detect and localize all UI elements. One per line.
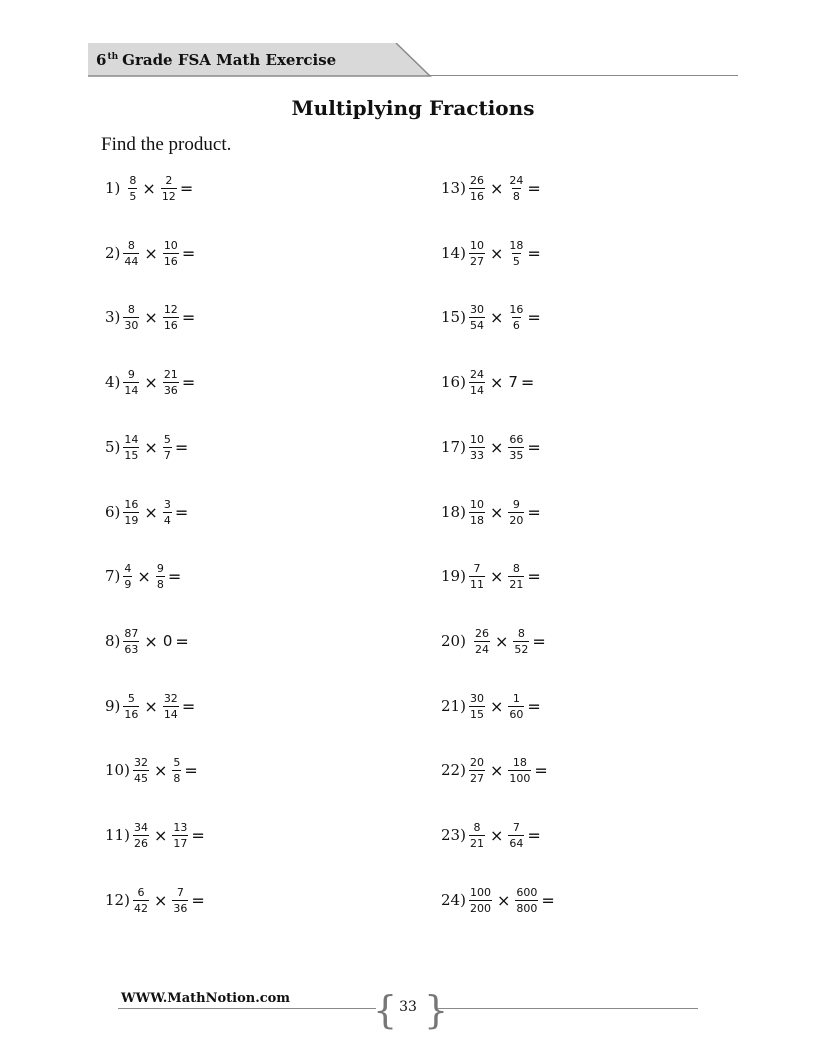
fraction bbox=[163, 692, 179, 721]
numerator: 2 bbox=[165, 173, 173, 187]
denominator: 14 bbox=[124, 383, 139, 397]
numerator: 24 bbox=[509, 173, 524, 187]
numerator: 66 bbox=[509, 432, 524, 446]
equals-sign: = bbox=[181, 243, 196, 263]
footer-rule-right bbox=[438, 1008, 698, 1009]
numerator: 16 bbox=[509, 302, 524, 316]
denominator: 14 bbox=[469, 383, 484, 397]
equals-sign: = bbox=[527, 502, 541, 522]
times-sign: × bbox=[489, 437, 504, 457]
denominator: 36 bbox=[163, 383, 178, 397]
numerator: 10 bbox=[469, 497, 484, 511]
problem-number: 15) bbox=[441, 308, 466, 326]
numerator: 8 bbox=[517, 626, 525, 640]
times-sign: × bbox=[153, 890, 168, 910]
problem-number: 21) bbox=[441, 697, 466, 715]
numerator: 1 bbox=[512, 691, 520, 705]
denominator: 200 bbox=[469, 901, 491, 915]
denominator: 54 bbox=[469, 318, 484, 332]
problem-item bbox=[105, 233, 195, 273]
equals-sign: = bbox=[191, 825, 205, 845]
numerator: 87 bbox=[124, 626, 139, 640]
problem-number: 19) bbox=[441, 567, 466, 585]
denominator: 100 bbox=[509, 771, 531, 785]
denominator: 21 bbox=[469, 836, 484, 850]
header-grade-rest: Grade FSA Math Exercise bbox=[122, 51, 337, 69]
fraction bbox=[469, 303, 485, 332]
numerator: 7 bbox=[176, 885, 184, 899]
numerator: 8 bbox=[473, 820, 481, 834]
fraction bbox=[156, 562, 165, 591]
problem-number: 20) bbox=[441, 632, 466, 650]
times-sign: × bbox=[489, 502, 504, 522]
numerator: 26 bbox=[474, 626, 489, 640]
problem-number: 22) bbox=[441, 761, 466, 779]
problem-item bbox=[441, 427, 541, 467]
numerator: 5 bbox=[173, 755, 181, 769]
problem-item bbox=[441, 880, 555, 920]
times-sign: × bbox=[153, 760, 168, 780]
denominator: 26 bbox=[133, 836, 148, 850]
numerator: 5 bbox=[163, 432, 171, 446]
equals-sign: = bbox=[181, 307, 196, 327]
whole-number: 7 bbox=[508, 373, 518, 391]
fraction bbox=[123, 627, 139, 656]
problem-item bbox=[441, 750, 548, 790]
numerator: 32 bbox=[133, 755, 148, 769]
denominator: 36 bbox=[173, 901, 188, 915]
denominator: 4 bbox=[163, 513, 171, 527]
problem-item bbox=[105, 750, 198, 790]
numerator: 8 bbox=[512, 561, 520, 575]
denominator: 30 bbox=[124, 318, 139, 332]
numerator: 10 bbox=[469, 238, 484, 252]
fraction bbox=[123, 433, 139, 462]
times-sign: × bbox=[144, 696, 158, 716]
denominator: 11 bbox=[469, 577, 484, 591]
times-sign: × bbox=[489, 760, 504, 780]
denominator: 35 bbox=[509, 448, 524, 462]
page-title: Multiplying Fractions bbox=[291, 96, 535, 120]
numerator: 21 bbox=[163, 367, 178, 381]
times-sign: × bbox=[489, 243, 504, 263]
denominator: 16 bbox=[163, 318, 178, 332]
fraction bbox=[123, 692, 139, 721]
denominator: 64 bbox=[509, 836, 524, 850]
times-sign: × bbox=[144, 243, 158, 263]
numerator: 34 bbox=[133, 820, 148, 834]
numerator: 24 bbox=[469, 367, 484, 381]
fraction bbox=[474, 627, 490, 656]
problem-item bbox=[105, 556, 181, 596]
fraction bbox=[123, 368, 139, 397]
problem-item bbox=[441, 492, 541, 532]
footer-website: WWW.MathNotion.com bbox=[121, 991, 291, 1006]
times-sign: × bbox=[144, 372, 158, 392]
equals-sign: = bbox=[527, 566, 541, 586]
fraction bbox=[508, 433, 524, 462]
equals-sign: = bbox=[174, 437, 189, 457]
fraction bbox=[133, 886, 149, 915]
problem-number: 2) bbox=[105, 244, 121, 262]
denominator: 7 bbox=[163, 448, 171, 462]
problem-number: 16) bbox=[441, 373, 466, 391]
denominator: 20 bbox=[509, 513, 524, 527]
fraction bbox=[123, 498, 139, 527]
fraction bbox=[469, 174, 485, 203]
fraction bbox=[508, 821, 524, 850]
problem-item bbox=[105, 621, 189, 661]
instructions: Find the product. bbox=[101, 134, 232, 155]
equals-sign: = bbox=[527, 243, 541, 263]
denominator: 8 bbox=[512, 189, 520, 203]
times-sign: × bbox=[489, 372, 504, 392]
equals-sign: = bbox=[527, 307, 541, 327]
fraction bbox=[508, 498, 524, 527]
problem-item bbox=[441, 362, 534, 402]
numerator: 12 bbox=[163, 302, 178, 316]
problem-item bbox=[441, 168, 541, 208]
fraction bbox=[508, 303, 524, 332]
denominator: 6 bbox=[512, 318, 520, 332]
times-sign: × bbox=[489, 696, 504, 716]
fraction bbox=[123, 239, 139, 268]
equals-sign: = bbox=[527, 696, 541, 716]
problem-number: 3) bbox=[105, 308, 121, 326]
header-title bbox=[96, 51, 336, 69]
denominator: 16 bbox=[163, 254, 178, 268]
fraction bbox=[508, 756, 531, 785]
problem-item bbox=[441, 233, 541, 273]
denominator: 8 bbox=[156, 577, 164, 591]
denominator: 16 bbox=[124, 707, 139, 721]
denominator: 21 bbox=[509, 577, 524, 591]
times-sign: × bbox=[144, 437, 158, 457]
times-sign: × bbox=[144, 307, 158, 327]
fraction bbox=[123, 303, 139, 332]
problem-number: 5) bbox=[105, 438, 121, 456]
denominator: 44 bbox=[124, 254, 139, 268]
problem-number: 17) bbox=[441, 438, 466, 456]
fraction bbox=[163, 303, 179, 332]
fraction bbox=[469, 239, 485, 268]
fraction bbox=[508, 692, 524, 721]
numerator: 7 bbox=[473, 561, 481, 575]
numerator: 600 bbox=[516, 885, 538, 899]
numerator: 16 bbox=[124, 497, 139, 511]
problem-number: 24) bbox=[441, 891, 466, 909]
problem-item bbox=[441, 815, 541, 855]
problem-number: 14) bbox=[441, 244, 466, 262]
fraction bbox=[513, 627, 529, 656]
problem-number: 11) bbox=[105, 826, 130, 844]
problem-number: 8) bbox=[105, 632, 121, 650]
numerator: 30 bbox=[469, 302, 484, 316]
page-number: 33 bbox=[399, 999, 417, 1015]
problem-number: 6) bbox=[105, 503, 121, 521]
fraction bbox=[469, 886, 492, 915]
problem-item bbox=[105, 815, 205, 855]
equals-sign: = bbox=[527, 178, 541, 198]
fraction bbox=[133, 821, 149, 850]
problem-item bbox=[105, 880, 205, 920]
numerator: 3 bbox=[163, 497, 171, 511]
fraction bbox=[172, 886, 188, 915]
denominator: 42 bbox=[133, 901, 148, 915]
fraction bbox=[469, 562, 485, 591]
denominator: 18 bbox=[469, 513, 484, 527]
fraction bbox=[172, 821, 188, 850]
fraction bbox=[469, 756, 485, 785]
fraction bbox=[163, 498, 172, 527]
fraction bbox=[508, 562, 524, 591]
denominator: 27 bbox=[469, 771, 484, 785]
denominator: 15 bbox=[469, 707, 484, 721]
times-sign: × bbox=[494, 631, 509, 651]
whole-number: 0 bbox=[162, 632, 173, 650]
equals-sign: = bbox=[534, 760, 548, 780]
numerator: 13 bbox=[173, 820, 188, 834]
numerator: 18 bbox=[509, 238, 524, 252]
fraction bbox=[128, 174, 137, 203]
header-rule bbox=[428, 75, 738, 76]
problem-item bbox=[105, 168, 193, 208]
problem-item bbox=[441, 556, 541, 596]
problem-number: 7) bbox=[105, 567, 121, 585]
equals-sign: = bbox=[181, 372, 196, 392]
equals-sign: = bbox=[527, 437, 541, 457]
times-sign: × bbox=[489, 825, 504, 845]
equals-sign: = bbox=[527, 825, 541, 845]
denominator: 45 bbox=[133, 771, 148, 785]
times-sign: × bbox=[144, 631, 158, 651]
equals-sign: = bbox=[181, 696, 196, 716]
numerator: 8 bbox=[127, 302, 135, 316]
numerator: 5 bbox=[127, 691, 135, 705]
times-sign: × bbox=[137, 566, 151, 586]
problem-number: 18) bbox=[441, 503, 466, 521]
fraction bbox=[163, 368, 179, 397]
denominator: 5 bbox=[512, 254, 520, 268]
problem-item bbox=[105, 492, 188, 532]
fraction bbox=[469, 821, 485, 850]
numerator: 10 bbox=[469, 432, 484, 446]
header-grade-suffix: th bbox=[107, 52, 119, 62]
problem-number: 9) bbox=[105, 697, 121, 715]
numerator: 6 bbox=[137, 885, 145, 899]
fraction bbox=[508, 174, 524, 203]
numerator: 7 bbox=[512, 820, 520, 834]
numerator: 10 bbox=[163, 238, 178, 252]
denominator: 27 bbox=[469, 254, 484, 268]
numerator: 20 bbox=[469, 755, 484, 769]
denominator: 24 bbox=[474, 642, 489, 656]
numerator: 32 bbox=[163, 691, 178, 705]
denominator: 33 bbox=[469, 448, 484, 462]
problem-number: 4) bbox=[105, 373, 121, 391]
problem-item bbox=[105, 297, 195, 337]
numerator: 100 bbox=[469, 885, 491, 899]
denominator: 800 bbox=[516, 901, 538, 915]
times-sign: × bbox=[489, 566, 504, 586]
equals-sign: = bbox=[184, 760, 198, 780]
numerator: 4 bbox=[124, 561, 132, 575]
numerator: 30 bbox=[469, 691, 484, 705]
numerator: 8 bbox=[129, 173, 137, 187]
times-sign: × bbox=[144, 502, 158, 522]
left-brace-icon: { bbox=[373, 988, 398, 1032]
denominator: 5 bbox=[129, 189, 137, 203]
fraction bbox=[469, 433, 485, 462]
problem-number: 10) bbox=[105, 761, 130, 779]
numerator: 9 bbox=[156, 561, 164, 575]
header-grade-number: 6 bbox=[96, 51, 107, 69]
problem-item bbox=[105, 362, 195, 402]
numerator: 9 bbox=[512, 497, 520, 511]
denominator: 12 bbox=[161, 189, 176, 203]
problem-item bbox=[441, 686, 541, 726]
problem-number: 1) bbox=[105, 179, 121, 197]
equals-sign: = bbox=[520, 372, 535, 392]
denominator: 19 bbox=[124, 513, 139, 527]
denominator: 14 bbox=[163, 707, 178, 721]
problem-item bbox=[441, 621, 546, 661]
numerator: 9 bbox=[127, 367, 135, 381]
fraction bbox=[508, 239, 524, 268]
numerator: 26 bbox=[469, 173, 484, 187]
times-sign: × bbox=[153, 825, 168, 845]
fraction bbox=[515, 886, 538, 915]
denominator: 17 bbox=[173, 836, 188, 850]
denominator: 9 bbox=[124, 577, 132, 591]
fraction bbox=[133, 756, 149, 785]
problem-item bbox=[105, 686, 195, 726]
fraction bbox=[163, 433, 172, 462]
numerator: 18 bbox=[512, 755, 527, 769]
fraction bbox=[161, 174, 177, 203]
numerator: 8 bbox=[127, 238, 135, 252]
equals-sign: = bbox=[174, 502, 189, 522]
problem-number: 23) bbox=[441, 826, 466, 844]
denominator: 52 bbox=[514, 642, 529, 656]
denominator: 63 bbox=[124, 642, 139, 656]
denominator: 15 bbox=[124, 448, 139, 462]
equals-sign: = bbox=[179, 178, 194, 198]
problem-number: 12) bbox=[105, 891, 130, 909]
times-sign: × bbox=[496, 890, 511, 910]
denominator: 60 bbox=[509, 707, 524, 721]
problem-number: 13) bbox=[441, 179, 466, 197]
numerator: 14 bbox=[124, 432, 139, 446]
fraction bbox=[469, 692, 485, 721]
fraction bbox=[469, 498, 485, 527]
fraction bbox=[123, 562, 132, 591]
denominator: 16 bbox=[469, 189, 484, 203]
equals-sign: = bbox=[541, 890, 555, 910]
equals-sign: = bbox=[532, 631, 546, 651]
equals-sign: = bbox=[175, 631, 189, 651]
times-sign: × bbox=[142, 178, 156, 198]
times-sign: × bbox=[489, 178, 504, 198]
times-sign: × bbox=[489, 307, 504, 327]
problem-item bbox=[105, 427, 188, 467]
problem-item bbox=[441, 297, 541, 337]
footer-rule-left bbox=[118, 1008, 376, 1009]
fraction bbox=[172, 756, 181, 785]
equals-sign: = bbox=[191, 890, 205, 910]
fraction bbox=[469, 368, 485, 397]
fraction bbox=[163, 239, 179, 268]
equals-sign: = bbox=[167, 566, 182, 586]
right-brace-icon: } bbox=[424, 988, 449, 1032]
denominator: 8 bbox=[173, 771, 181, 785]
